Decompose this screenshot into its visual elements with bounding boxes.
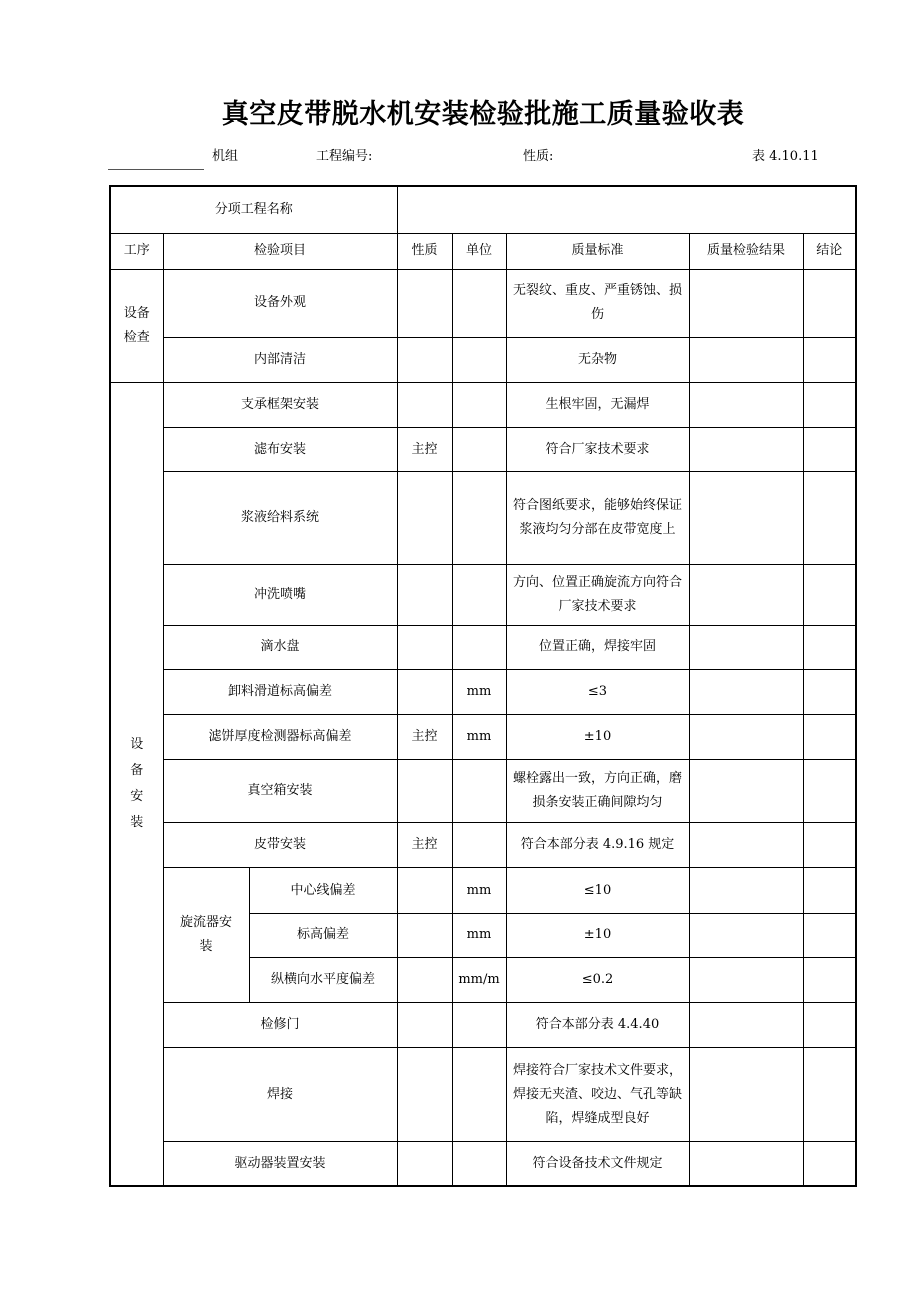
table-row	[110, 868, 856, 913]
item-name-row	[110, 186, 856, 233]
unit-cell: mm/m	[452, 957, 506, 1002]
nature-cell: 主控	[397, 823, 452, 868]
header-nature: 性质	[397, 233, 452, 269]
standard-cell: ≤3	[506, 669, 689, 714]
unit-cell	[452, 269, 506, 337]
group-equipment-inspection-label: 设备检查	[123, 305, 150, 345]
unit-cell	[452, 383, 506, 428]
item-name-label: 分项工程名称	[110, 186, 397, 233]
conclusion-cell[interactable]	[803, 625, 856, 669]
standard-cell: ≤0.2	[506, 957, 689, 1002]
table-row	[110, 625, 856, 669]
conclusion-cell[interactable]	[803, 269, 856, 337]
item-cell: 中心线偏差	[249, 868, 397, 913]
conclusion-cell[interactable]	[803, 823, 856, 868]
result-cell[interactable]	[689, 760, 803, 823]
unit-cell	[452, 625, 506, 669]
result-cell[interactable]	[689, 913, 803, 957]
nature-cell	[397, 383, 452, 428]
unit-cell	[452, 1142, 506, 1186]
conclusion-cell[interactable]	[803, 1047, 856, 1141]
item-cell: 纵横向水平度偏差	[249, 957, 397, 1002]
standard-cell: 符合厂家技术要求	[506, 428, 689, 472]
header-unit: 单位	[452, 233, 506, 269]
item-cell: 冲洗喷嘴	[163, 564, 397, 625]
cyclone-installation-text: 旋流器安装	[179, 915, 232, 955]
nature-cell	[397, 564, 452, 625]
unit-cell	[452, 472, 506, 564]
conclusion-cell[interactable]	[803, 337, 856, 382]
conclusion-cell[interactable]	[803, 1002, 856, 1047]
nature-cell	[397, 472, 452, 564]
header-conclusion: 结论	[803, 233, 856, 269]
item-cell: 检修门	[163, 1002, 397, 1047]
table-row	[110, 1142, 856, 1186]
item-cell: 浆液给料系统	[163, 472, 397, 564]
conclusion-cell[interactable]	[803, 913, 856, 957]
nature-cell	[397, 1002, 452, 1047]
table-row	[110, 337, 856, 382]
nature-cell	[397, 760, 452, 823]
nature-cell: 主控	[397, 428, 452, 472]
standard-cell: 无裂纹、重皮、严重锈蚀、损伤	[506, 269, 689, 337]
nature-cell	[397, 269, 452, 337]
item-cell: 焊接	[163, 1047, 397, 1141]
standard-cell: 位置正确，焊接牢固	[506, 625, 689, 669]
result-cell[interactable]	[689, 472, 803, 564]
header-process: 工序	[110, 233, 163, 269]
cyclone-installation-label	[163, 868, 249, 1002]
standard-cell: 焊接符合厂家技术文件要求，焊接无夹渣、咬边、气孔等缺陷，焊缝成型良好	[506, 1047, 689, 1141]
header-row	[110, 233, 856, 269]
standard-cell: ≤10	[506, 868, 689, 913]
table-row	[110, 715, 856, 760]
conclusion-cell[interactable]	[803, 564, 856, 625]
unit-cell: mm	[452, 715, 506, 760]
nature-label: 性质:	[523, 149, 554, 164]
result-cell[interactable]	[689, 269, 803, 337]
item-cell: 驱动器装置安装	[163, 1142, 397, 1186]
page-title: 真空皮带脱水机安装检验批施工质量验收表	[221, 99, 745, 130]
conclusion-cell[interactable]	[803, 472, 856, 564]
standard-cell: 符合本部分表 4.4.40	[506, 1002, 689, 1047]
table-row	[110, 823, 856, 868]
table-row	[110, 428, 856, 472]
item-cell: 皮带安装	[163, 823, 397, 868]
unit-cell	[452, 337, 506, 382]
item-cell: 滤饼厚度检测器标高偏差	[163, 715, 397, 760]
table-row	[110, 760, 856, 823]
standard-cell: 螺栓露出一致，方向正确，磨损条安装正确间隙均匀	[506, 760, 689, 823]
nature-cell	[397, 625, 452, 669]
header-result: 质量检验结果	[689, 233, 803, 269]
item-cell: 设备外观	[163, 269, 397, 337]
table-row	[110, 472, 856, 564]
conclusion-cell[interactable]	[803, 957, 856, 1002]
group-install-char: 装	[130, 815, 144, 831]
project-number-label: 工程编号:	[316, 149, 373, 164]
result-cell[interactable]	[689, 1047, 803, 1141]
unit-cell	[452, 823, 506, 868]
standard-cell: 符合设备技术文件规定	[506, 1142, 689, 1186]
unit-blank-line	[108, 169, 204, 170]
nature-cell	[397, 913, 452, 957]
standard-cell: 符合本部分表 4.9.16 规定	[506, 823, 689, 868]
group-install-char: 备	[130, 763, 144, 779]
nature-cell	[397, 868, 452, 913]
table-row	[110, 1002, 856, 1047]
header-item: 检验项目	[163, 233, 397, 269]
item-cell: 标高偏差	[249, 913, 397, 957]
result-cell[interactable]	[689, 957, 803, 1002]
table-row	[110, 564, 856, 625]
item-cell: 滤布安装	[163, 428, 397, 472]
conclusion-cell[interactable]	[803, 760, 856, 823]
unit-cell	[452, 1047, 506, 1141]
result-cell[interactable]	[689, 868, 803, 913]
result-cell[interactable]	[689, 428, 803, 472]
group-equipment-installation	[110, 383, 163, 1186]
standard-cell: 符合图纸要求，能够始终保证浆液均匀分部在皮带宽度上	[506, 472, 689, 564]
nature-cell	[397, 1142, 452, 1186]
table-row	[110, 269, 856, 337]
nature-cell	[397, 1047, 452, 1141]
nature-cell	[397, 957, 452, 1002]
unit-cell	[452, 428, 506, 472]
item-cell: 滴水盘	[163, 625, 397, 669]
table-row	[110, 383, 856, 428]
conclusion-cell[interactable]	[803, 1142, 856, 1186]
acceptance-form-table	[109, 185, 857, 1187]
conclusion-cell[interactable]	[803, 383, 856, 428]
unit-cell: mm	[452, 669, 506, 714]
unit-cell: mm	[452, 868, 506, 913]
unit-label: 机组	[212, 149, 239, 164]
conclusion-cell[interactable]	[803, 428, 856, 472]
result-cell[interactable]	[689, 823, 803, 868]
table-number: 表 4.10.11	[752, 149, 819, 164]
standard-cell: 生根牢固，无漏焊	[506, 383, 689, 428]
nature-cell: 主控	[397, 715, 452, 760]
conclusion-cell[interactable]	[803, 669, 856, 714]
nature-cell	[397, 669, 452, 714]
group-install-char: 安	[130, 789, 144, 805]
group-install-char: 设	[130, 737, 144, 753]
item-cell: 支承框架安装	[163, 383, 397, 428]
result-cell[interactable]	[689, 1002, 803, 1047]
result-cell[interactable]	[689, 337, 803, 382]
item-cell: 内部清洁	[163, 337, 397, 382]
group-equipment-inspection	[110, 269, 163, 382]
table-row	[110, 1047, 856, 1141]
result-cell[interactable]	[689, 383, 803, 428]
unit-cell: mm	[452, 913, 506, 957]
result-cell[interactable]	[689, 1142, 803, 1186]
result-cell[interactable]	[689, 715, 803, 760]
item-name-value[interactable]	[397, 186, 856, 233]
item-cell: 卸料滑道标高偏差	[163, 669, 397, 714]
standard-cell: ±10	[506, 913, 689, 957]
result-cell[interactable]	[689, 669, 803, 714]
standard-cell: 无杂物	[506, 337, 689, 382]
unit-cell	[452, 564, 506, 625]
standard-cell: 方向、位置正确旋流方向符合厂家技术要求	[506, 564, 689, 625]
item-cell: 真空箱安装	[163, 760, 397, 823]
conclusion-cell[interactable]	[803, 715, 856, 760]
unit-cell	[452, 760, 506, 823]
unit-cell	[452, 1002, 506, 1047]
table-row	[110, 669, 856, 714]
result-cell[interactable]	[689, 564, 803, 625]
header-standard: 质量标准	[506, 233, 689, 269]
nature-cell	[397, 337, 452, 382]
result-cell[interactable]	[689, 625, 803, 669]
conclusion-cell[interactable]	[803, 868, 856, 913]
standard-cell: ±10	[506, 715, 689, 760]
